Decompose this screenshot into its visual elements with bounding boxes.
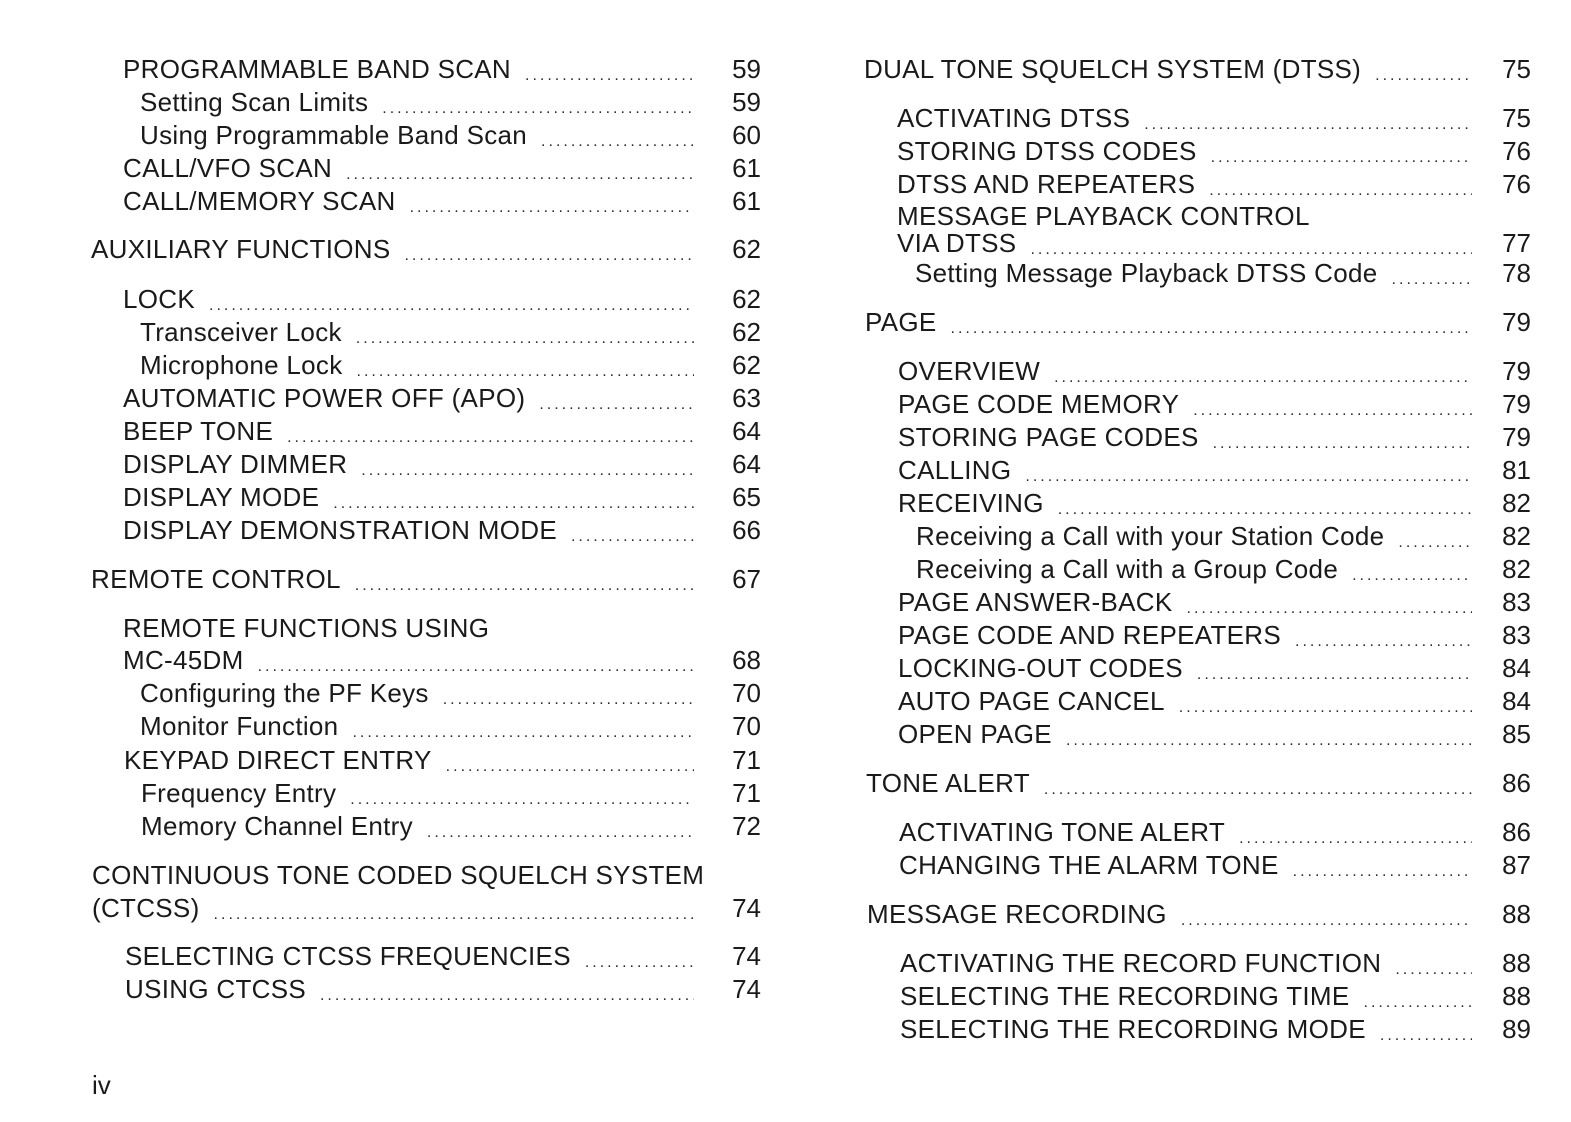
toc-entry-title: REMOTE FUNCTIONS USING — [123, 613, 490, 643]
toc-entry-page: 79 — [1502, 389, 1531, 419]
toc-entry-page: 76 — [1502, 136, 1531, 166]
toc-entry-page: 63 — [732, 383, 761, 413]
toc-entry-page: 79 — [1502, 356, 1531, 386]
toc-entry-title: PAGE CODE MEMORY — [898, 389, 1180, 419]
toc-entry-page: 82 — [1502, 554, 1531, 584]
toc-entry-page: 62 — [732, 234, 761, 264]
toc-entry-title: AUTOMATIC POWER OFF (APO) — [123, 383, 526, 413]
toc-section-heading — [866, 768, 1531, 803]
toc-entry-title: Receiving a Call with a Group Code — [916, 554, 1339, 584]
toc-entry-title: ACTIVATING DTSS — [897, 103, 1131, 133]
toc-entry-title: SELECTING THE RECORDING MODE — [900, 1014, 1366, 1044]
toc-entry-title: Setting Scan Limits — [140, 87, 369, 117]
toc-entry-page: 72 — [732, 811, 761, 841]
toc-entry-title: Monitor Function — [140, 711, 339, 741]
toc-entry-title: DTSS AND REPEATERS — [897, 169, 1196, 199]
toc-entry-page: 83 — [1502, 587, 1531, 617]
toc-entry-title: RECEIVING — [898, 488, 1044, 518]
toc-entry-title: Transceiver Lock — [140, 317, 342, 347]
toc-entry — [898, 686, 1531, 721]
toc-entry-page: 68 — [732, 645, 761, 675]
toc-entry-page: 79 — [1502, 422, 1531, 452]
toc-section-heading — [865, 307, 1531, 342]
toc-entry-page: 76 — [1502, 169, 1531, 199]
toc-entry-page: 81 — [1502, 455, 1531, 485]
toc-entry-page: 74 — [732, 941, 761, 971]
toc-entry-page: 71 — [732, 745, 761, 775]
toc-entry-page: 77 — [1502, 228, 1531, 258]
toc-entry-page: 60 — [732, 120, 761, 150]
toc-entry-page: 64 — [732, 416, 761, 446]
toc-entry-title: BEEP TONE — [123, 416, 274, 446]
toc-entry-title: STORING PAGE CODES — [898, 422, 1199, 452]
toc-entry-title: STORING DTSS CODES — [897, 136, 1197, 166]
toc-entry-page: 88 — [1502, 981, 1531, 1011]
toc-entry — [898, 389, 1531, 424]
toc-entry — [897, 169, 1531, 204]
toc-entry-page: 82 — [1502, 488, 1531, 518]
toc-entry-title: USING CTCSS — [125, 974, 306, 1004]
toc-entry-page: 62 — [732, 350, 761, 380]
toc-entry-title: SELECTING CTCSS FREQUENCIES — [125, 941, 571, 971]
toc-entry-page: 70 — [732, 711, 761, 741]
toc-entry-title: DISPLAY DIMMER — [123, 449, 348, 479]
page-number: iv — [92, 1070, 111, 1100]
toc-entry-page: 83 — [1502, 620, 1531, 650]
toc-entry — [899, 850, 1531, 885]
toc-entry-title: AUTO PAGE CANCEL — [898, 686, 1165, 716]
toc-entry-title: CALL/MEMORY SCAN — [123, 186, 396, 216]
toc-entry-title: MESSAGE PLAYBACK CONTROL — [897, 201, 1310, 231]
toc-entry-title: AUXILIARY FUNCTIONS — [91, 234, 391, 264]
toc-entry — [900, 981, 1531, 1016]
toc-entry-title: DUAL TONE SQUELCH SYSTEM (DTSS) — [864, 54, 1362, 84]
toc-entry-page: 89 — [1502, 1014, 1531, 1044]
toc-entry — [900, 948, 1531, 983]
toc-entry-title: VIA DTSS — [897, 228, 1017, 258]
toc-entry — [898, 719, 1531, 754]
toc-entry-page: 71 — [732, 778, 761, 808]
toc-entry-page: 75 — [1502, 54, 1531, 84]
toc-entry — [899, 817, 1531, 852]
toc-entry-page: 84 — [1502, 653, 1531, 683]
toc-entry-title: Frequency Entry — [141, 778, 337, 808]
toc-entry-page: 85 — [1502, 719, 1531, 749]
toc-entry-page: 61 — [732, 153, 761, 183]
toc-entry — [898, 488, 1531, 523]
toc-entry-title: ACTIVATING TONE ALERT — [899, 817, 1226, 847]
toc-section-heading — [864, 54, 1531, 89]
toc-entry-title: Microphone Lock — [140, 350, 343, 380]
toc-entry-page: 70 — [732, 678, 761, 708]
toc-entry-title: SELECTING THE RECORDING TIME — [900, 981, 1350, 1011]
toc-entry-title: LOCKING-OUT CODES — [898, 653, 1183, 683]
toc-entry-page: 64 — [732, 449, 761, 479]
toc-entry — [898, 455, 1531, 490]
toc-entry-title: CHANGING THE ALARM TONE — [899, 850, 1279, 880]
toc-entry-page: 88 — [1502, 899, 1531, 929]
toc-entry-title: REMOTE CONTROL — [91, 564, 341, 594]
toc-entry-title: ACTIVATING THE RECORD FUNCTION — [900, 948, 1382, 978]
dot-leader — [1293, 857, 1472, 887]
toc-entry-title: Setting Message Playback DTSS Code — [915, 258, 1378, 288]
toc-entry-page: 79 — [1502, 307, 1531, 337]
toc-entry-title: CONTINUOUS TONE CODED SQUELCH SYSTEM — [92, 860, 705, 890]
toc-entry-page: 86 — [1502, 817, 1531, 847]
toc-entry-page: 59 — [732, 54, 761, 84]
dot-leader — [1044, 775, 1472, 805]
toc-entry-title: PROGRAMMABLE BAND SCAN — [123, 54, 512, 84]
dot-leader — [1392, 265, 1473, 295]
toc-entry-title: CALLING — [898, 455, 1012, 485]
toc-entry-page: 62 — [732, 317, 761, 347]
toc-entry-title: PAGE — [865, 307, 937, 337]
toc-entry-page: 88 — [1502, 948, 1531, 978]
toc-entry — [898, 422, 1531, 457]
toc-entry — [898, 356, 1531, 391]
dot-leader — [1181, 906, 1472, 936]
toc-entry-page: 67 — [732, 564, 761, 594]
toc-entry-page: 74 — [732, 974, 761, 1004]
dot-leader — [1375, 61, 1472, 91]
toc-entry-page: 87 — [1502, 850, 1531, 880]
dot-leader — [951, 314, 1473, 344]
toc-entry-title: Configuring the PF Keys — [140, 678, 429, 708]
toc-entry-page: 59 — [732, 87, 761, 117]
toc-entry-page: 75 — [1502, 103, 1531, 133]
toc-entry-page: 61 — [732, 186, 761, 216]
toc-section-heading — [867, 899, 1531, 934]
toc-entry-page: 62 — [732, 284, 761, 314]
toc-entry-title: PAGE CODE AND REPEATERS — [898, 620, 1282, 650]
toc-entry — [915, 258, 1531, 293]
toc-entry-title: Memory Channel Entry — [141, 811, 413, 841]
dot-leader — [1380, 1021, 1472, 1051]
toc-entry — [898, 587, 1531, 622]
toc-entry-title: LOCK — [123, 284, 196, 314]
toc-entry-page: 84 — [1502, 686, 1531, 716]
toc-entry — [916, 521, 1531, 556]
toc-entry-title: OVERVIEW — [898, 356, 1041, 386]
toc-entry-title: TONE ALERT — [866, 768, 1030, 798]
toc-entry — [898, 620, 1531, 655]
toc-entry-page: 65 — [732, 482, 761, 512]
toc-entry-title: DISPLAY MODE — [123, 482, 320, 512]
toc-entry-title: (CTCSS) — [92, 893, 200, 923]
toc-entry-title: CALL/VFO SCAN — [123, 153, 333, 183]
toc-entry-page: 78 — [1502, 258, 1531, 288]
toc-entry-title: Using Programmable Band Scan — [140, 120, 528, 150]
toc-entry-title: MESSAGE RECORDING — [867, 899, 1167, 929]
toc-entry-page: 82 — [1502, 521, 1531, 551]
toc-entry-page: 86 — [1502, 768, 1531, 798]
toc-entry-title: DISPLAY DEMONSTRATION MODE — [123, 515, 557, 545]
toc-entry-title: Receiving a Call with your Station Code — [916, 521, 1385, 551]
toc-entry — [898, 653, 1531, 688]
dot-leader — [1066, 726, 1472, 756]
toc-entry-title: OPEN PAGE — [898, 719, 1052, 749]
toc-entry — [900, 1014, 1531, 1049]
toc-entry-title: KEYPAD DIRECT ENTRY — [124, 745, 432, 775]
toc-entry-page: 66 — [732, 515, 761, 545]
toc-entry — [897, 103, 1531, 138]
toc-entry-title: MC-45DM — [123, 645, 244, 675]
toc-entry-title: PAGE ANSWER-BACK — [898, 587, 1173, 617]
toc-entry — [897, 136, 1531, 171]
toc-entry — [916, 554, 1531, 589]
toc-entry-page: 74 — [732, 893, 761, 923]
